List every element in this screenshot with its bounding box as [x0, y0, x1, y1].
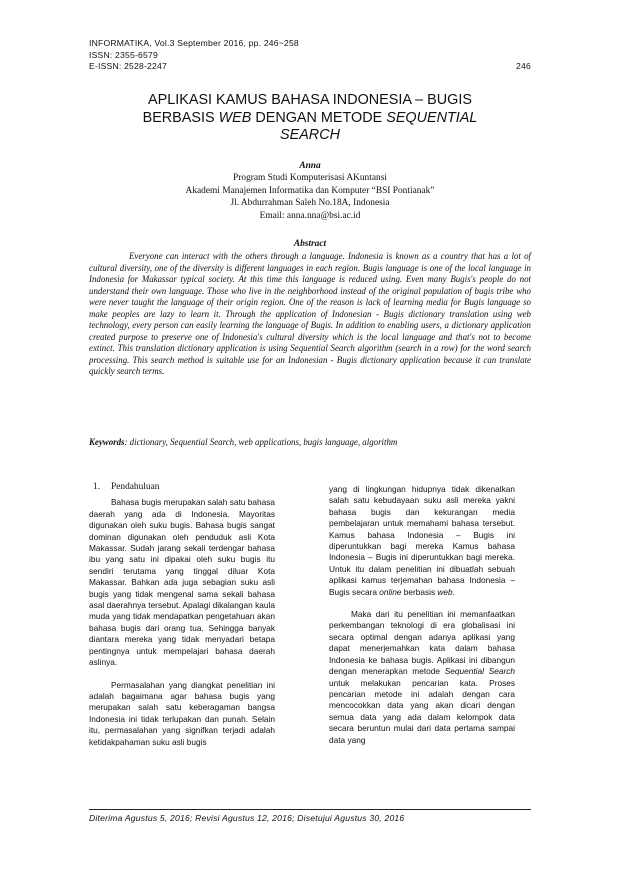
eissn: E-ISSN: 2528-2247	[89, 61, 167, 71]
title-text: DENGAN METODE	[251, 109, 387, 126]
abstract-body: Everyone can interact with the others through a language. Indonesia is known as a country that has a lot of cultural diversity, one of the diversity is different languages in each region. Bugis language is one of the local language in Indonesia for Makassar typical society. At this time this language is reduced using. Even many Bugis's people do not understand their own language. Those who live in the neighborhood instead of the original population of bugis tribe who were never taught the language of their origin region. One of the reason is lack of learning media for Bugis language so make peoples are lazy to learn it. Through the application of Indonesian - Bugis dictionary translation using web technology, every person can easily learning the language of Bugis. In addition to enabling users, a dictionary application created purpose to preserve one of Indonesia's cultural diversity which is the local language and that's not to become extinct. This translation dictionary application is using Sequential Search algorithm (search in a row) for the word search processing. This search method is suitable use for an Indonesian - Bugis dictionary application because it can translate quickly search terms.	[89, 251, 531, 376]
abstract-heading: Abstract	[293, 239, 327, 249]
paragraph-text: berbasis	[401, 586, 438, 597]
author-address: Jl. Abdurrahman Saleh No.18A, Indonesia	[230, 198, 390, 209]
title-line-2	[89, 110, 531, 128]
section-number: 1.	[93, 482, 101, 492]
submission-dates: Diterima Agustus 5, 2016; Revisi Agustus 12, 2016; Disetujui Agustus 30, 2016	[89, 813, 405, 823]
issn: ISSN: 2355-6579	[89, 49, 158, 60]
journal-citation: INFORMATIKA, Vol.3 September 2016, pp. 246~258	[89, 38, 299, 48]
keywords	[89, 437, 531, 449]
paragraph-text: .	[452, 586, 455, 597]
title-italic-search: SEARCH	[280, 127, 340, 143]
italic-sequential-search: Sequential Search	[444, 666, 515, 677]
paragraph-text: Maka dari itu penelitian ini memanfaatkan perkembangan teknologi di era globalisasi ini secara optimal dengan adanya aplikasi yang dapat menerjemahkan kata dalam bahasa Indonesia ke bahasa bugis. Aplikasi ini dibangun dengan menerapkan metode	[329, 609, 515, 677]
paragraph-4	[329, 609, 515, 746]
author-block	[89, 160, 531, 222]
page-number: 246	[516, 61, 531, 71]
title-line-3	[89, 127, 531, 145]
italic-online: online	[379, 586, 402, 597]
footer-divider	[89, 809, 531, 810]
title-italic-sequential: SEQUENTIAL	[386, 109, 478, 126]
author-institution: Akademi Manajemen Informatika dan Komputer “BSI Pontianak”	[185, 185, 435, 196]
right-column	[329, 484, 515, 746]
section-heading	[89, 482, 275, 493]
paragraph-text: yang di lingkungan hidupnya tidak dikenalkan salah satu kebudayaan suku asli mereka yakni bahasa bugis dan kekurangan media pembelajaran untuk memahami bahasa tersebut. Kamus bahasa Indonesia – Bugis ini diperuntukkan bagi mereka Kamus bahasa Indonesia – Bugis ini diperuntukkan bagi mereka. Untuk itu dalam penelitian ini dibuatlah sebuah aplikasi kamus terjemahan bahasa Indonesia – Bugis secara	[329, 484, 515, 597]
author-program: Program Studi Komputerisasi AKuntansi	[233, 173, 387, 184]
title-italic-web: WEB	[218, 109, 252, 126]
author-email: Email: anna.nna@bsi.ac.id	[259, 210, 361, 221]
paragraph-text: untuk melakukan pencarian kata. Proses pencarian metode ini adalah dengan cara mencocokkan data yang akan dicari dengan semua data yang ada dalam kelompok data secara beruntun mulai dari data pertama sampai data yang	[329, 677, 515, 745]
journal-header	[89, 38, 531, 73]
author-name: Anna	[299, 161, 321, 171]
section-title: Pendahuluan	[111, 482, 160, 492]
left-column	[89, 482, 275, 748]
italic-web: web	[437, 586, 453, 597]
paragraph-1: Bahasa bugis merupakan salah satu bahasa daerah yang ada di Indonesia. Mayoritas digunakan oleh suku bugis. Bahasa bugis sangat dominan digunakan oleh penduduk asli Kota Makassar. Sudah jarang sekali terdengar bahasa ibu yang satu ini dipakai oleh suku bugis itu sendiri terutama yang tinggal diluar Kota Makassar. Bahkan ada juga sebagian suku asli bugis yang tidak mengenal sama sekali bahasa asal daerahnya tersebut. Apalagi dikalangan kaula muda yang tidak mendapatkan pengetahuan akan bahasa bugis dari orang tua. Sehingga banyak diantara mereka yang tidak menyadari betapa pentingnya untuk mempelajari bahasa daerah aslinya.	[89, 497, 275, 668]
keywords-label: Keywords	[89, 437, 125, 447]
paragraph-3	[329, 484, 515, 598]
title-text: BERBASIS	[142, 109, 219, 126]
paper-title	[89, 92, 531, 145]
keywords-list: : dictionary, Sequential Search, web applications, bugis language, algorithm	[124, 437, 398, 447]
paragraph-2: Permasalahan yang diangkat penelitian ini adalah bagaimana agar bahasa bugis yang merupakan salah satu keberagaman bangsa Indonesia ini tidak terlupakan dan punah. Selain itu, permasalahan yang signifkan terjadi adalah ketidakpahaman suku asli bugis	[89, 679, 275, 747]
title-line-1: APLIKASI KAMUS BAHASA INDONESIA – BUGIS	[148, 92, 472, 108]
